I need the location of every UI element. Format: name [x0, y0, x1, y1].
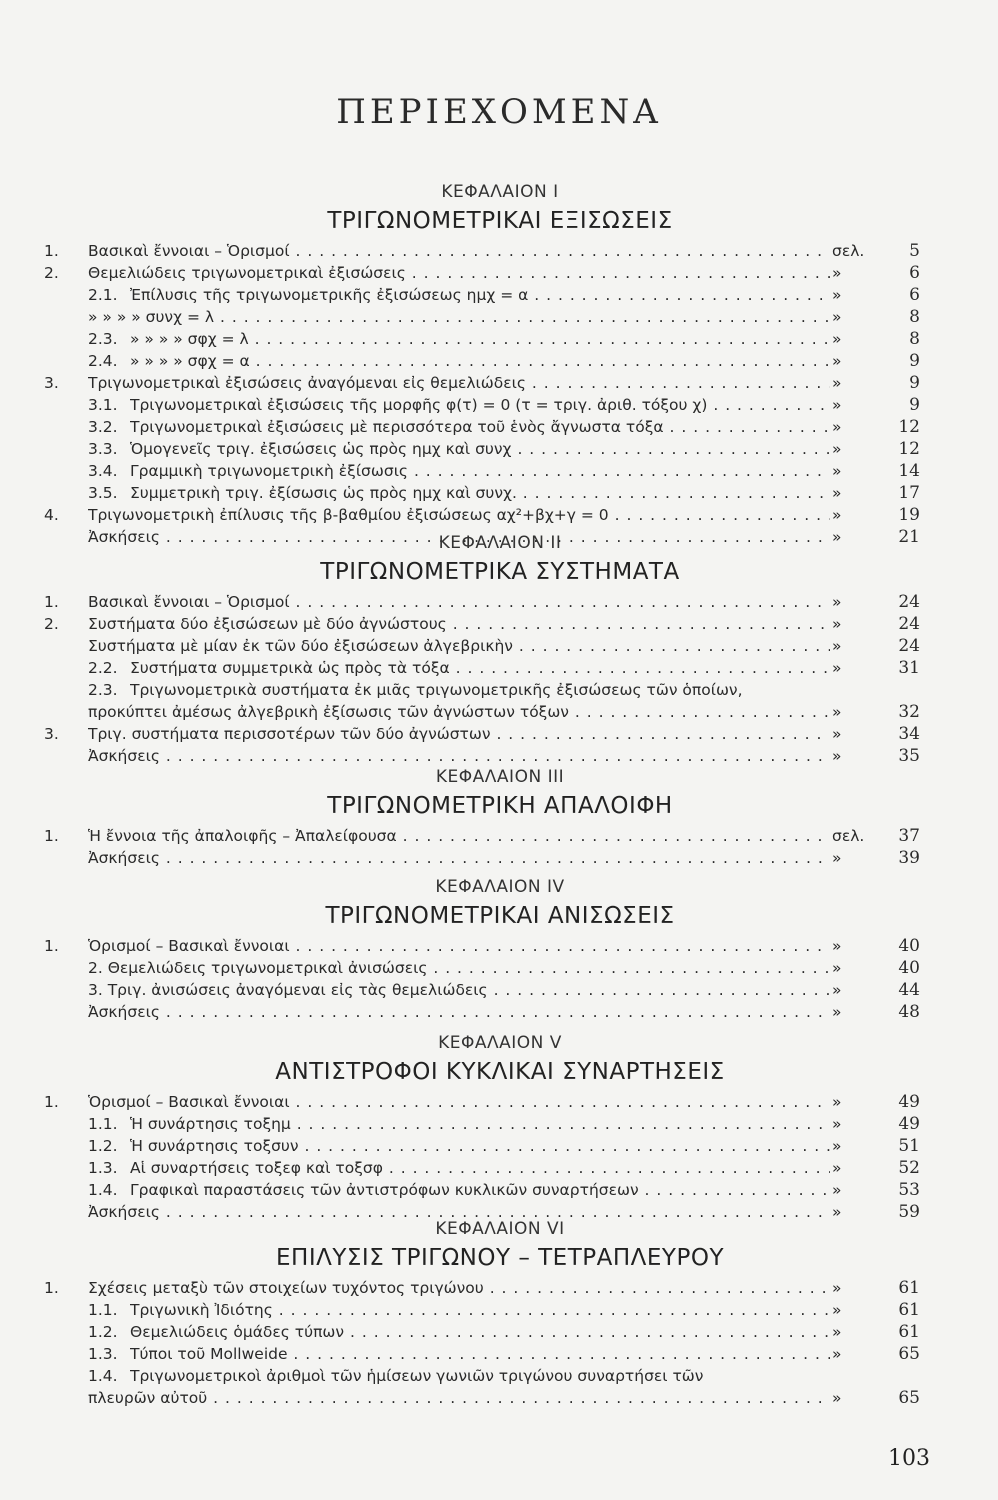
page-prefix: »	[832, 396, 842, 414]
entry-text: Βασικαὶ ἔννοιαι – Ὁρισμοί . . .	[88, 240, 830, 262]
toc-entry	[0, 723, 998, 745]
entry-number: 1.2.	[88, 1137, 118, 1155]
entry-number: 2.4.	[88, 352, 118, 370]
entry-list	[0, 1277, 998, 1409]
page-prefix: »	[832, 528, 842, 546]
toc-entry	[0, 635, 998, 657]
entry-text: Ἀσκήσεις . . .	[88, 847, 830, 869]
chapter-section	[0, 533, 998, 767]
toc-entry	[0, 350, 998, 372]
toc-entry	[0, 1179, 998, 1201]
entry-text: Συστήματα μὲ μίαν ἐκ τῶν δύο ἐξισώσεων ἀλγεβρικὴν . . .	[88, 635, 830, 657]
entry-text: Βασικαὶ ἔννοιαι – Ὁρισμοί . . .	[88, 591, 830, 613]
entry-number: 2.3.	[88, 681, 118, 699]
chapter-section	[0, 182, 998, 548]
toc-entry	[0, 372, 998, 394]
entry-text: Ὁμογενεῖς τριγ. ἐξισώσεις ὡς πρὸς ημχ καὶ συνχ . . .	[130, 438, 830, 460]
toc-entry	[0, 979, 998, 1001]
entry-text: Ἀσκήσεις . . .	[88, 1001, 830, 1023]
entry-text: Αἱ συναρτήσεις τοξεφ καὶ τοξσφ . . .	[130, 1157, 830, 1179]
entry-text: Ὁρισμοί – Βασικαὶ ἔννοιαι . . .	[88, 935, 830, 957]
entry-page: 52	[898, 1158, 920, 1178]
toc-entry	[0, 657, 998, 679]
toc-entry	[0, 591, 998, 613]
entry-number: 1.	[44, 242, 59, 260]
entry-page: 14	[898, 461, 920, 481]
entry-number: 1.	[44, 1279, 59, 1297]
toc-entry	[0, 284, 998, 306]
entry-text: Ἀσκήσεις . . .	[88, 745, 830, 767]
chapter-title: ΤΡΙΓΩΝΟΜΕΤΡΙΚΑ ΣΥΣΤΗΜΑΤΑ	[320, 559, 680, 585]
entry-text: προκύπτει ἀμέσως ἀλγεβρικὴ ἐξίσωσις τῶν ἀγνώστων τόξων . . .	[88, 701, 830, 723]
toc-entry	[0, 438, 998, 460]
toc-entry	[0, 679, 998, 701]
page-prefix: »	[832, 440, 842, 458]
entry-page: 6	[909, 285, 920, 305]
entry-text: Ὁρισμοί – Βασικαὶ ἔννοιαι . . .	[88, 1091, 830, 1113]
entry-number: 1.	[44, 937, 59, 955]
page-prefix: »	[832, 308, 842, 326]
toc-entry	[0, 1387, 998, 1409]
entry-number: 2.	[44, 264, 59, 282]
chapter-section	[0, 1219, 998, 1409]
toc-entry	[0, 1091, 998, 1113]
entry-text: Τριγωνομετρικαὶ ἐξισώσεις τῆς μορφῆς φ(τ) = 0 (τ = τριγ. ἀριθ. τόξου χ) . . .	[130, 394, 830, 416]
entry-number: 3.3.	[88, 440, 118, 458]
entry-text: Ἡ ἔννοια τῆς ἀπαλοιφῆς – Ἀπαλείφουσα . . .	[88, 825, 830, 847]
entry-page: 9	[909, 395, 920, 415]
entry-page: 35	[898, 746, 920, 766]
entry-text: Τριγωνομετρικὴ ἐπίλυσις τῆς β-βαθμίου ἐξισώσεως αχ²+βχ+γ = 0 . . .	[88, 504, 830, 526]
entry-text: Τριγ. συστήματα περισσοτέρων τῶν δύο ἀγνώστων . . .	[88, 723, 830, 745]
entry-number: 2.3.	[88, 330, 118, 348]
entry-page: 21	[898, 527, 920, 547]
entry-number: 1.4.	[88, 1367, 118, 1385]
toc-entry	[0, 482, 998, 504]
page-prefix: »	[832, 1345, 842, 1363]
entry-text: Ἐπίλυσις τῆς τριγωνομετρικῆς ἐξισώσεως ημχ = α . . .	[130, 284, 830, 306]
entry-text: Θεμελιώδεις τριγωνομετρικαὶ ἐξισώσεις . . .	[88, 262, 830, 284]
page-number: 103	[888, 1446, 930, 1471]
entry-number: 1.	[44, 593, 59, 611]
entry-page: 48	[898, 1002, 920, 1022]
toc-entry	[0, 957, 998, 979]
chapter-label: ΚΕΦΑΛΑΙΟΝ Ι	[441, 182, 559, 202]
entry-text: Τριγωνικὴ Ἰδιότης . . .	[130, 1299, 830, 1321]
entry-number: 1.3.	[88, 1159, 118, 1177]
entry-number: 3.	[44, 725, 59, 743]
entry-number: 4.	[44, 506, 59, 524]
entry-number: 1.1.	[88, 1301, 118, 1319]
page-prefix: »	[832, 637, 842, 655]
page-prefix: »	[832, 725, 842, 743]
entry-text: Ἀσκήσεις . . .	[88, 1201, 830, 1223]
page-prefix: »	[832, 1203, 842, 1221]
toc-entry	[0, 1343, 998, 1365]
page-prefix: »	[832, 1003, 842, 1021]
entry-page: 32	[898, 702, 920, 722]
toc-entry	[0, 1157, 998, 1179]
entry-number: 3.1.	[88, 396, 118, 414]
entry-text: Τριγωνομετρικὰ συστήματα ἐκ μιᾶς τριγωνομετρικῆς ἐξισώσεως τῶν ὁποίων,	[130, 681, 743, 699]
page-prefix: σελ.	[832, 827, 865, 845]
entry-page: 49	[898, 1092, 920, 1112]
entry-text: Τύποι τοῦ Mollweide . . .	[130, 1343, 830, 1365]
chapter-label: ΚΕΦΑΛΑΙΟΝ ΙΙΙ	[435, 767, 565, 787]
page-prefix: »	[832, 1389, 842, 1407]
chapter-label: ΚΕΦΑΛΑΙΟΝ V	[438, 1033, 562, 1053]
toc-entry	[0, 1001, 998, 1023]
entry-text: Τριγωνομετρικαὶ ἐξισώσεις ἀναγόμεναι εἰς θεμελιώδεις . . .	[88, 372, 830, 394]
entry-list	[0, 591, 998, 767]
entry-page: 59	[898, 1202, 920, 1222]
page-prefix: σελ.	[832, 242, 865, 260]
entry-number: 3.2.	[88, 418, 118, 436]
toc-entry	[0, 1321, 998, 1343]
page-prefix: »	[832, 659, 842, 677]
entry-text: 2. Θεμελιώδεις τριγωνομετρικαὶ ἀνισώσεις . . .	[88, 957, 830, 979]
page-prefix: »	[832, 1093, 842, 1111]
entry-page: 6	[909, 263, 920, 283]
page-prefix: »	[832, 462, 842, 480]
chapter-section	[0, 1033, 998, 1223]
entry-number: 2.1.	[88, 286, 118, 304]
entry-page: 24	[898, 592, 920, 612]
page-prefix: »	[832, 418, 842, 436]
entry-number: 2.2.	[88, 659, 118, 677]
page-prefix: »	[832, 374, 842, 392]
entry-text: Ἡ συνάρτησις τοξσυν . . .	[130, 1135, 830, 1157]
entry-text: Γραμμικὴ τριγωνομετρικὴ ἐξίσωσις . . .	[130, 460, 830, 482]
entry-text: Ἡ συνάρτησις τοξημ . . .	[130, 1113, 830, 1135]
page-prefix: »	[832, 747, 842, 765]
entry-page: 34	[898, 724, 920, 744]
entry-number: 3.	[44, 374, 59, 392]
entry-text: Ἀσκήσεις . . .	[88, 526, 830, 548]
page-prefix: »	[832, 703, 842, 721]
entry-page: 37	[898, 826, 920, 846]
entry-page: 17	[898, 483, 920, 503]
chapter-title: ΤΡΙΓΩΝΟΜΕΤΡΙΚΑΙ ΑΝΙΣΩΣΕΙΣ	[325, 903, 675, 929]
entry-page: 61	[898, 1322, 920, 1342]
entry-page: 40	[898, 936, 920, 956]
entry-text: Τριγωνομετρικαὶ ἐξισώσεις μὲ περισσότερα τοῦ ἑνὸς ἄγνωστα τόξα . . .	[130, 416, 830, 438]
entry-number: 2.	[44, 615, 59, 633]
entry-page: 24	[898, 614, 920, 634]
page-prefix: »	[832, 1323, 842, 1341]
entry-list	[0, 240, 998, 548]
entry-number: 3.5.	[88, 484, 118, 502]
entry-page: 9	[909, 351, 920, 371]
page-prefix: »	[832, 484, 842, 502]
page-prefix: »	[832, 352, 842, 370]
entry-page: 24	[898, 636, 920, 656]
entry-page: 65	[898, 1388, 920, 1408]
entry-page: 8	[909, 307, 920, 327]
page-prefix: »	[832, 959, 842, 977]
toc-entry	[0, 1277, 998, 1299]
entry-page: 12	[898, 417, 920, 437]
page-prefix: »	[832, 1301, 842, 1319]
entry-text: Συστήματα δύο ἐξισώσεων μὲ δύο ἀγνώστους . . .	[88, 613, 830, 635]
entry-text: Σχέσεις μεταξὺ τῶν στοιχείων τυχόντος τριγώνου . . .	[88, 1277, 830, 1299]
entry-number: 1.3.	[88, 1345, 118, 1363]
page-prefix: »	[832, 1137, 842, 1155]
toc-entry	[0, 847, 998, 869]
entry-page: 61	[898, 1278, 920, 1298]
entry-page: 5	[909, 241, 920, 261]
page-prefix: »	[832, 1159, 842, 1177]
entry-page: 8	[909, 329, 920, 349]
toc-entry	[0, 394, 998, 416]
toc-entry	[0, 328, 998, 350]
entry-page: 65	[898, 1344, 920, 1364]
page-prefix: »	[832, 264, 842, 282]
entry-page: 31	[898, 658, 920, 678]
entry-text: 3. Τριγ. ἀνισώσεις ἀναγόμεναι εἰς τὰς θεμελιώδεις . . .	[88, 979, 830, 1001]
entry-list	[0, 1091, 998, 1223]
entry-page: 61	[898, 1300, 920, 1320]
entry-list	[0, 935, 998, 1023]
entry-number: 3.4.	[88, 462, 118, 480]
page-prefix: »	[832, 593, 842, 611]
entry-page: 12	[898, 439, 920, 459]
entry-page: 51	[898, 1136, 920, 1156]
chapter-title: ΑΝΤΙΣΤΡΟΦΟΙ ΚΥΚΛΙΚΑΙ ΣΥΝΑΡΤΗΣΕΙΣ	[275, 1059, 725, 1085]
page-prefix: »	[832, 615, 842, 633]
toc-entry	[0, 504, 998, 526]
entry-page: 19	[898, 505, 920, 525]
chapter-label: ΚΕΦΑΛΑΙΟΝ VI	[435, 1219, 565, 1239]
toc-entry	[0, 1365, 998, 1387]
entry-page: 53	[898, 1180, 920, 1200]
toc-entry	[0, 1135, 998, 1157]
page-prefix: »	[832, 506, 842, 524]
entry-text: Συστήματα συμμετρικὰ ὡς πρὸς τὰ τόξα . . .	[130, 657, 830, 679]
chapter-section	[0, 877, 998, 1023]
page-prefix: »	[832, 330, 842, 348]
entry-page: 40	[898, 958, 920, 978]
entry-number: 1.2.	[88, 1323, 118, 1341]
entry-number: 1.	[44, 1093, 59, 1111]
toc-entry	[0, 460, 998, 482]
page-prefix: »	[832, 286, 842, 304]
page-prefix: »	[832, 937, 842, 955]
entry-number: 1.4.	[88, 1181, 118, 1199]
entry-page: 49	[898, 1114, 920, 1134]
toc-entry	[0, 935, 998, 957]
page-title: ΠΕΡΙΕΧΟΜΕΝΑ	[336, 92, 662, 132]
toc-entry	[0, 306, 998, 328]
entry-page: 39	[898, 848, 920, 868]
toc-entry	[0, 613, 998, 635]
page-prefix: »	[832, 1181, 842, 1199]
chapter-label: ΚΕΦΑΛΑΙΟΝ ΙΙ	[438, 533, 562, 553]
entry-text: » » » » σφχ = λ . . .	[130, 328, 830, 350]
chapter-title: ΕΠΙΛΥΣΙΣ ΤΡΙΓΩΝΟΥ – ΤΕΤΡΑΠΛΕΥΡΟΥ	[276, 1245, 724, 1271]
chapter-title: ΤΡΙΓΩΝΟΜΕΤΡΙΚΗ ΑΠΑΛΟΙΦΗ	[327, 793, 673, 819]
entry-text: Θεμελιώδεις ὁμάδες τύπων . . .	[130, 1321, 830, 1343]
chapter-label: ΚΕΦΑΛΑΙΟΝ IV	[435, 877, 565, 897]
entry-text: πλευρῶν αὐτοῦ . . .	[88, 1387, 830, 1409]
entry-text: Συμμετρικὴ τριγ. ἐξίσωσις ὡς πρὸς ημχ καὶ συνχ. . . .	[130, 482, 830, 504]
chapter-section	[0, 767, 998, 869]
page-prefix: »	[832, 1279, 842, 1297]
entry-page: 44	[898, 980, 920, 1000]
entry-number: 1.1.	[88, 1115, 118, 1133]
entry-text: Τριγωνομετρικοὶ ἀριθμοὶ τῶν ἡμίσεων γωνιῶν τριγώνου συναρτήσει τῶν	[130, 1367, 704, 1385]
entry-number: 1.	[44, 827, 59, 845]
toc-entry	[0, 416, 998, 438]
chapter-title: ΤΡΙΓΩΝΟΜΕΤΡΙΚΑΙ ΕΞΙΣΩΣΕΙΣ	[327, 208, 673, 234]
toc-entry	[0, 701, 998, 723]
page-prefix: »	[832, 1115, 842, 1133]
entry-page: 9	[909, 373, 920, 393]
toc-entry	[0, 1299, 998, 1321]
toc-entry	[0, 262, 998, 284]
toc-entry	[0, 745, 998, 767]
toc-entry	[0, 825, 998, 847]
entry-list	[0, 825, 998, 869]
page-prefix: »	[832, 981, 842, 999]
toc-entry	[0, 1113, 998, 1135]
entry-text: » » » » σφχ = α . . .	[130, 350, 830, 372]
page-prefix: »	[832, 849, 842, 867]
toc-entry	[0, 240, 998, 262]
entry-text: » » » » συνχ = λ . . .	[88, 306, 830, 328]
entry-text: Γραφικαὶ παραστάσεις τῶν ἀντιστρόφων κυκλικῶν συναρτήσεων . . .	[130, 1179, 830, 1201]
